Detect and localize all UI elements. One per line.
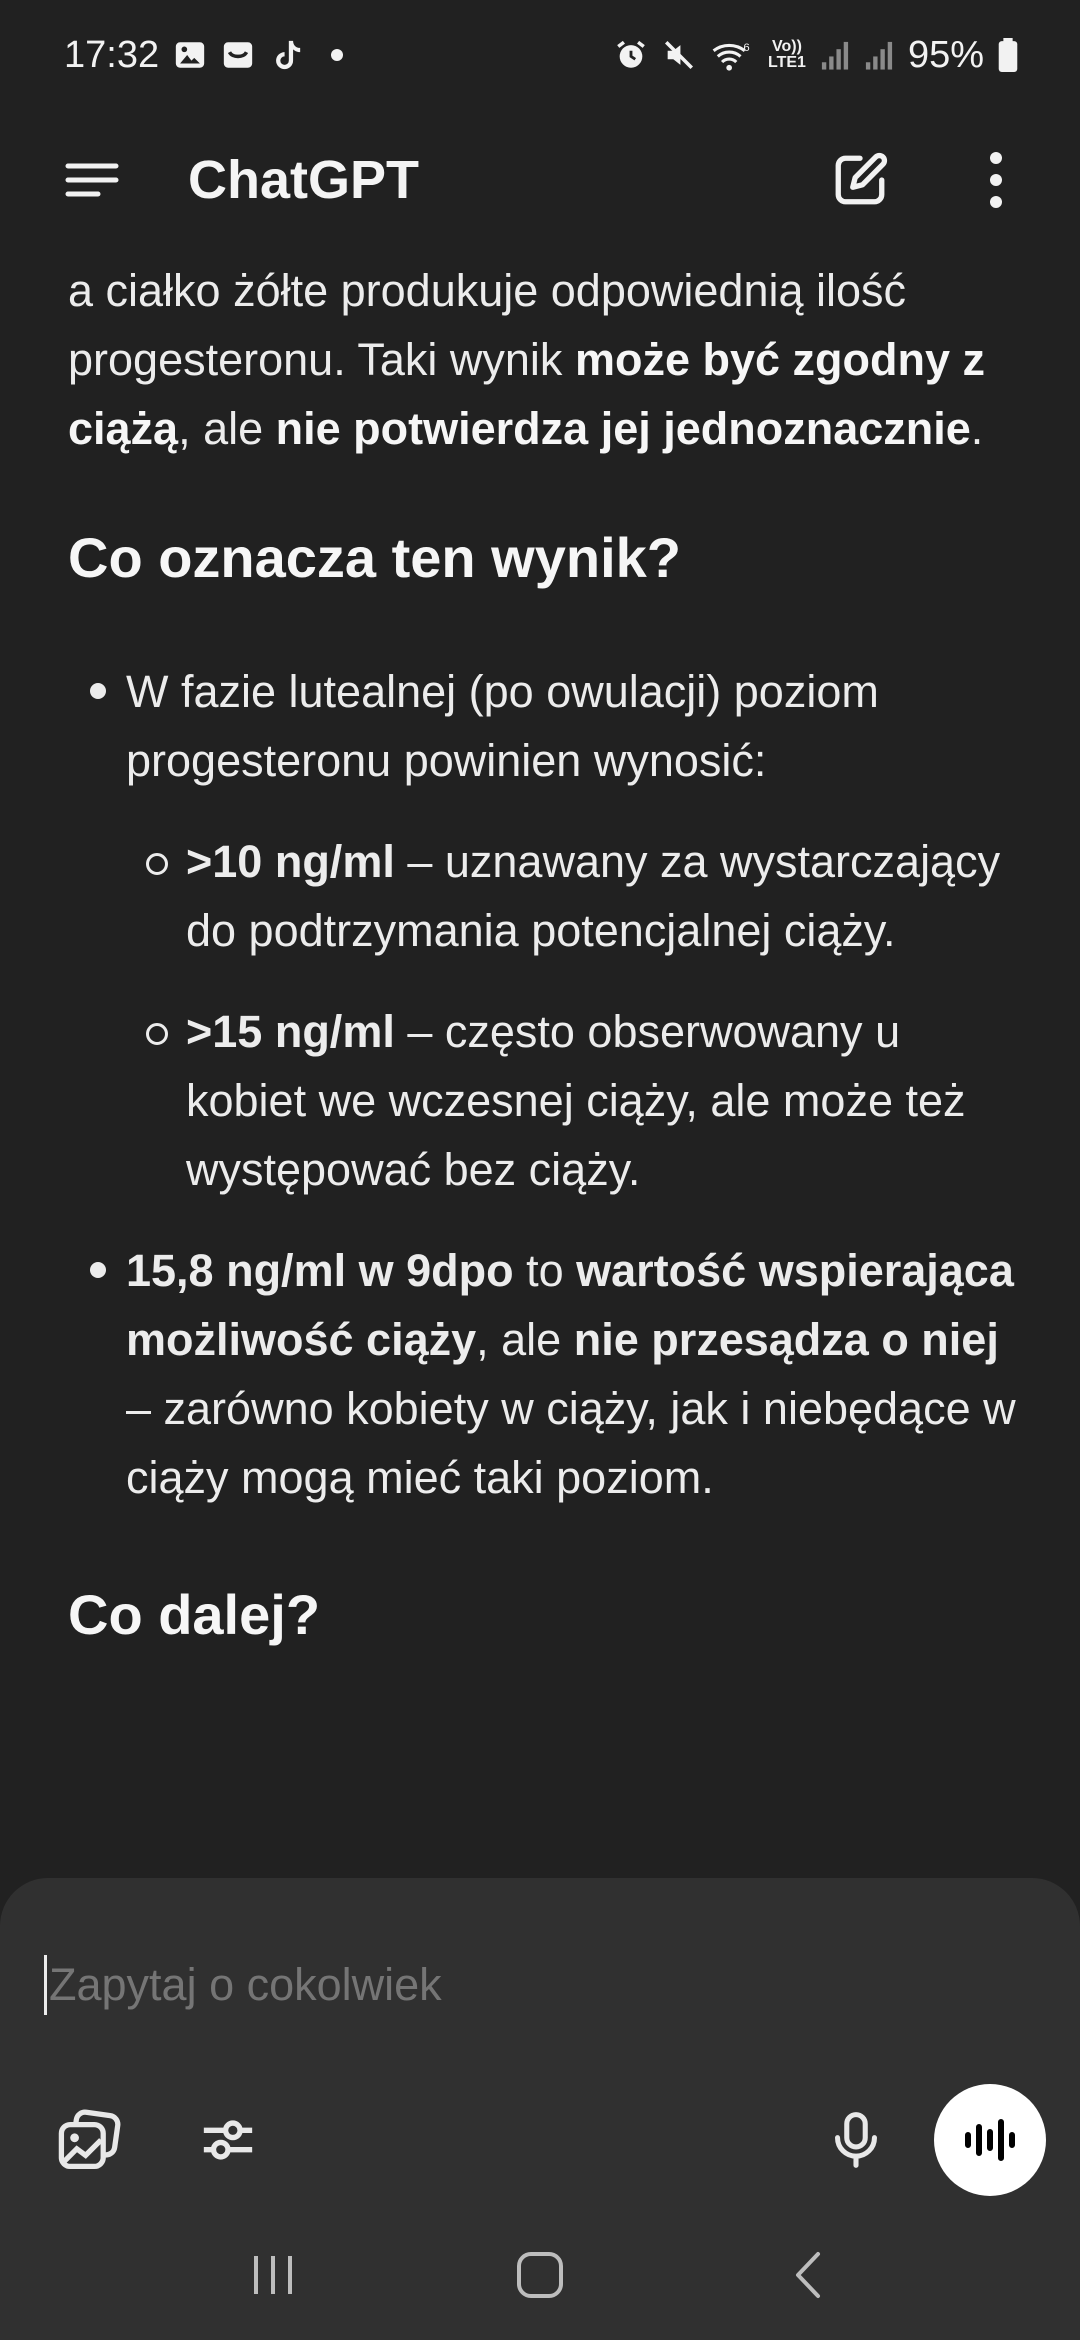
bullet-list (68, 657, 1020, 1512)
app-title: ChatGPT (188, 150, 420, 210)
lte-indicator (768, 39, 806, 71)
alarm-icon (614, 38, 648, 72)
status-time: 17:32 (64, 33, 160, 76)
more-notifications-dot (331, 49, 343, 61)
signal-2-icon (864, 39, 894, 71)
sub-item-text: – często obserwowany u kobiet we wczesnej ciąży, ale może też występować bez ciąży. (186, 1006, 966, 1195)
recent-apps-button[interactable] (228, 2230, 318, 2320)
section-heading: Co oznacza ten wynik? (68, 526, 681, 589)
menu-icon (64, 160, 120, 200)
bullet-text: to (513, 1245, 577, 1296)
sub-item-bold: >10 ng/ml (186, 836, 395, 887)
home-button[interactable] (495, 2230, 585, 2320)
intro-text-3: . (970, 403, 984, 454)
bullet-bold: wartość wspierająca możliwość ciąży (126, 1245, 1014, 1365)
bullet-bold: nie przesądza o niej (573, 1314, 999, 1365)
home-icon (515, 2250, 565, 2300)
lte-label: LTE1 (768, 54, 806, 71)
microphone-button[interactable] (814, 2098, 898, 2182)
status-right (614, 34, 1018, 77)
edit-icon (831, 151, 889, 209)
status-left (64, 34, 343, 77)
intro-paragraph (68, 256, 1020, 463)
sub-item-text: – uznawany za wystarczający do podtrzymania potencjalnej ciąży. (186, 836, 1001, 956)
section-heading: Co dalej? (68, 1583, 321, 1646)
bullet-bold: 15,8 ng/ml w 9dpo (126, 1245, 514, 1296)
battery-icon (998, 38, 1018, 72)
microphone-icon (831, 2110, 881, 2170)
text-caret (44, 1955, 47, 2015)
battery-percent: 95% (907, 33, 984, 76)
inbox-notification-icon (221, 38, 255, 72)
chat-message (0, 250, 1080, 1880)
intro-text-2: , ale (178, 403, 276, 454)
attach-images-button[interactable] (48, 2098, 132, 2182)
menu-button[interactable] (52, 140, 132, 220)
sub-list-item (126, 997, 1020, 1204)
tiktok-notification-icon (269, 37, 303, 73)
sliders-icon (199, 2111, 257, 2169)
message-input[interactable] (49, 1959, 949, 2011)
bullet-text: , ale (476, 1314, 574, 1365)
back-icon (790, 2250, 824, 2300)
list-item (68, 657, 1020, 1204)
mute-icon (662, 38, 696, 72)
sub-list (126, 827, 1020, 1204)
gallery-notification-icon (173, 38, 207, 72)
volte-label: Vo)) (772, 38, 802, 55)
signal-1-icon (820, 39, 850, 71)
bullet-text: W fazie lutealnej (po owulacji) poziom progesteronu powinien wynosić: (126, 666, 879, 786)
status-bar (0, 0, 1080, 110)
sub-list-item (126, 827, 1020, 965)
back-button[interactable] (762, 2230, 852, 2320)
recent-apps-icon (250, 2252, 296, 2298)
composer-toolbar (0, 2058, 1080, 2208)
more-options-button[interactable] (956, 140, 1036, 220)
system-navbar (0, 2210, 1080, 2340)
list-item (68, 1236, 1020, 1512)
app-header (0, 110, 1080, 250)
tools-button[interactable] (186, 2098, 270, 2182)
intro-bold-1: może być zgodny z ciążą (68, 334, 985, 454)
intro-text-1: a ciałko żółte produkuje odpowiednią ilość progesteronu. Taki wynik (68, 265, 907, 385)
voice-wave-icon (963, 2118, 1017, 2162)
intro-bold-2: nie potwierdza jej jednoznacznie (275, 403, 971, 454)
sub-item-bold: >15 ng/ml (186, 1006, 395, 1057)
more-vertical-icon (988, 150, 1004, 210)
message-input-row (44, 1950, 1036, 2020)
wifi-icon (710, 38, 754, 72)
svg-text:6: 6 (743, 41, 750, 54)
voice-mode-button[interactable] (934, 2084, 1046, 2196)
bullet-text: – zarówno kobiety w ciąży, jak i niebędące w ciąży mogą mieć taki poziom. (126, 1383, 1016, 1503)
new-chat-button[interactable] (820, 140, 900, 220)
images-icon (57, 2109, 123, 2171)
